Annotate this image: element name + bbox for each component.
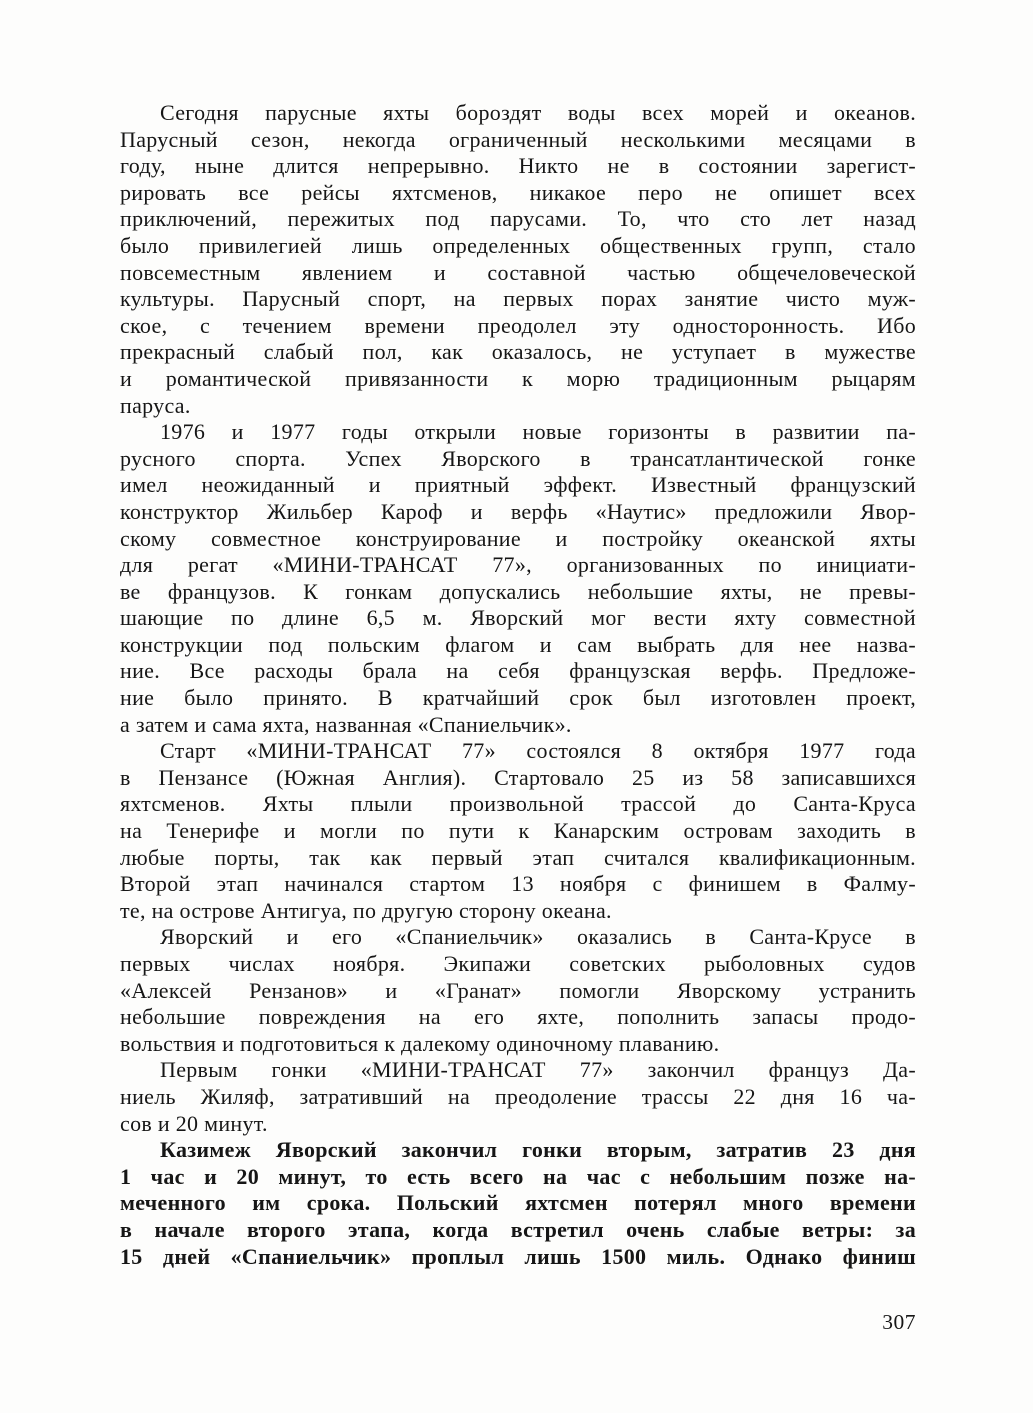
text-line: Сегодня парусные яхты бороздят воды всех морей и океанов. (160, 100, 916, 125)
text-line: ниель Жиляф, затративший на преодоление трассы 22 дня 16 ча- (120, 1083, 916, 1109)
text-line: те, на острове Антигуа, по другую сторону океана. (120, 897, 612, 923)
text-line: яхтсменов. Яхты плыли произвольной трассой до Санта-Круса (120, 791, 916, 817)
text-line: культуры. Парусный спорт, на первых порах занятие чисто муж- (120, 286, 916, 312)
text-line: конструкции под польским флагом и сам выбрать для нее назва- (120, 631, 916, 657)
text-line: скому совместное конструирование и постройку океанской яхты (120, 525, 916, 551)
text-line: Парусный сезон, некогда ограниченный несколькими месяцами в (120, 126, 916, 152)
text-line: в Пензансе (Южная Англия). Стартовало 25 из 58 записавшихся (120, 764, 916, 790)
text-line: прекрасный слабый пол, как оказалось, не уступает в мужестве (120, 339, 916, 365)
text-line: имел неожиданный и приятный эффект. Известный французский (120, 472, 916, 498)
text-line: паруса. (120, 392, 191, 418)
text-line: 1 час и 20 минут, то есть всего на час с небольшим позже на- (120, 1163, 916, 1189)
text-line: году, ныне длится непрерывно. Никто не в состоянии зарегист- (120, 153, 916, 179)
text-line: 1976 и 1977 годы открыли новые горизонты в развитии па- (160, 419, 916, 445)
text-line: а затем и сама яхта, названная «Спаниельчик». (120, 711, 572, 737)
text-line: Первым гонки «МИНИ-ТРАНСАТ 77» закончил француз Да- (160, 1057, 916, 1083)
paragraph-6 (120, 1137, 916, 1270)
paragraph-3 (120, 738, 916, 924)
text-line: шающие по длине 6,5 м. Яворский мог вести яхту совместной (120, 605, 916, 631)
text-line: Второй этап начинался стартом 13 ноября с финишем в Фалму- (120, 871, 916, 897)
text-line: для регат «МИНИ-ТРАНСАТ 77», организованных по инициати- (120, 552, 916, 578)
text-line: сов и 20 минут. (120, 1110, 268, 1136)
text-line: рировать все рейсы яхтсменов, никакое перо не опишет всех (120, 179, 916, 205)
text-line: было привилегией лишь определенных общественных групп, стало (120, 232, 916, 258)
text-line: и романтической привязанности к морю традиционным рыцарям (120, 365, 916, 391)
page-text (120, 100, 916, 1270)
text-line: любые порты, так как первый этап считался квалификационным. (120, 844, 916, 870)
paragraph-2 (120, 419, 916, 738)
text-line: конструктор Жильбер Кароф и верфь «Наутис» предложили Явор- (120, 498, 916, 524)
text-line: ние. Все расходы брала на себя французская верфь. Предложе- (120, 658, 916, 684)
text-line: небольшие повреждения на его яхте, пополнить запасы продо- (120, 1004, 916, 1030)
text-line: Старт «МИНИ-ТРАНСАТ 77» состоялся 8 октября 1977 года (160, 738, 916, 764)
text-line: Яворский и его «Спаниельчик» оказались в Санта-Крусе в (160, 924, 916, 950)
text-line: русного спорта. Успех Яворского в трансатлантической гонке (120, 445, 916, 471)
text-line: меченного им срока. Польский яхтсмен потерял много времени (120, 1190, 916, 1216)
text-line: на Тенерифе и могли по пути к Канарским островам заходить в (120, 818, 916, 844)
text-line: 15 дней «Спаниельчик» проплыл лишь 1500 миль. Однако финиш (120, 1243, 916, 1269)
text-line: в начале второго этапа, когда встретил очень слабые ветры: за (120, 1216, 916, 1242)
paragraph-5 (120, 1057, 916, 1137)
text-line: ние было принято. В кратчайший срок был изготовлен проект, (120, 685, 916, 711)
page-number: 307 (882, 1310, 916, 1334)
text-line: повсеместным явлением и составной частью общечеловеческой (120, 259, 916, 285)
paragraph-1 (120, 100, 916, 419)
text-line: «Алексей Рензанов» и «Гранат» помогли Яворскому устранить (120, 977, 916, 1003)
text-line: ское, с течением времени преодолел эту односторонность. Ибо (120, 312, 916, 338)
text-line: Казимеж Яворский закончил гонки вторым, затратив 23 дня (160, 1137, 916, 1163)
text-line: вольствия и подготовиться к далекому одиночному плаванию. (120, 1030, 720, 1056)
text-line: первых числах ноября. Экипажи советских рыболовных судов (120, 951, 916, 976)
text-line: ве французов. К гонкам допускались небольшие яхты, не превы- (120, 578, 916, 604)
text-line: приключений, пережитых под парусами. То, что сто лет назад (120, 206, 916, 232)
paragraph-4 (120, 924, 916, 1057)
